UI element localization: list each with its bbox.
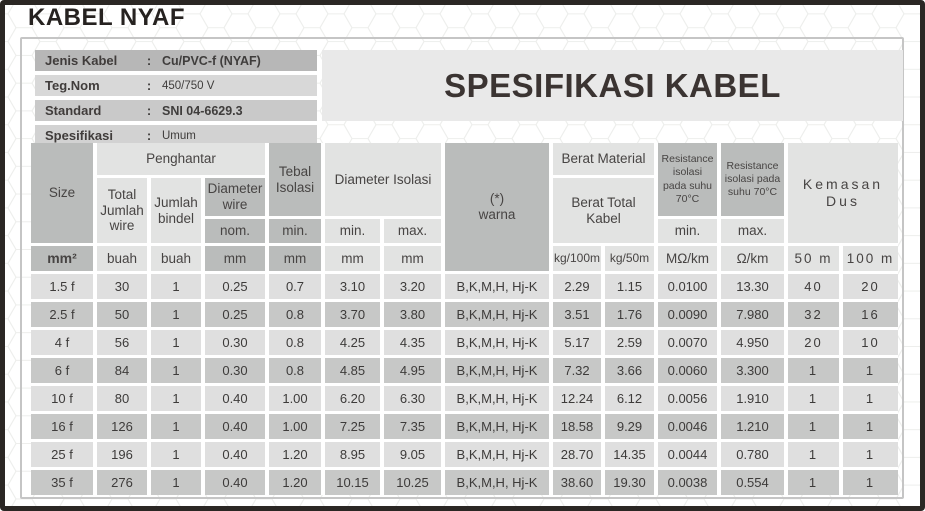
header-size: Size [31, 143, 93, 243]
info-label: Jenis Kabel [45, 53, 118, 68]
unit-berat-50m: kg/50m [605, 246, 654, 271]
info-label: Standard [45, 103, 102, 118]
table-cell-jumlah_bindel: 1 [151, 330, 201, 355]
table-cell-diameter_isolasi_min: 10.15 [325, 470, 380, 495]
table-cell-jumlah_bindel: 1 [151, 470, 201, 495]
info-row-jenis-kabel [35, 50, 317, 71]
warna-asterisk: (*) [489, 191, 505, 207]
unit-jumlah-bindel: buah [151, 246, 201, 271]
table-cell-tebal_isolasi_min: 0.8 [269, 330, 321, 355]
info-colon: : [146, 53, 152, 68]
table-cell-warna: B,K,M,H, Hj-K [445, 330, 549, 355]
table-cell-kemasan_50m: 1 [788, 470, 839, 495]
table-cell-resistance_max_ohm_km: 0.554 [721, 470, 784, 495]
table-cell-diameter_isolasi_max: 4.95 [384, 358, 441, 383]
table-cell-kemasan_100m: 10 [843, 330, 898, 355]
header-kemasan-dus: Kemasan Dus [788, 143, 898, 243]
table-cell-size: 2.5 f [31, 302, 93, 327]
header-diameter-wire-nom: nom. [205, 219, 265, 243]
header-diameter-isolasi-max: max. [384, 219, 441, 243]
table-cell-kemasan_50m: 20 [788, 330, 839, 355]
table-cell-berat_kg_100m: 7.32 [553, 358, 601, 383]
info-value: Cu/PVC-f (NYAF) [162, 53, 261, 68]
unit-total-jumlah-wire: buah [97, 246, 147, 271]
table-cell-resistance_min_mohm_km: 0.0090 [658, 302, 717, 327]
info-value: 450/750 V [162, 79, 215, 92]
header-berat-total-kabel: Berat Total Kabel [553, 178, 654, 243]
table-cell-kemasan_50m: 1 [788, 414, 839, 439]
header-tebal-isolasi-min: min. [269, 219, 321, 243]
table-cell-berat_kg_100m: 38.60 [553, 470, 601, 495]
table-cell-diameter_isolasi_max: 9.05 [384, 442, 441, 467]
table-cell-kemasan_50m: 1 [788, 386, 839, 411]
table-cell-kemasan_100m: 1 [843, 442, 898, 467]
spec-banner-title: SPESIFIKASI KABEL [444, 66, 781, 104]
unit-tebal-isolasi: mm [269, 246, 321, 271]
table-cell-warna: B,K,M,H, Hj-K [445, 386, 549, 411]
table-cell-kemasan_50m: 32 [788, 302, 839, 327]
table-cell-diameter_wire_nom: 0.40 [205, 414, 265, 439]
unit-kemasan-100m: 100 m [843, 246, 898, 271]
table-cell-resistance_max_ohm_km: 7.980 [721, 302, 784, 327]
table-cell-diameter_wire_nom: 0.25 [205, 302, 265, 327]
table-cell-size: 1.5 f [31, 274, 93, 299]
unit-diameter-wire: mm [205, 246, 265, 271]
header-resistance-min: Resistance isolasi pada suhu 70°C [658, 143, 717, 216]
table-cell-resistance_min_mohm_km: 0.0056 [658, 386, 717, 411]
unit-kemasan-50m: 50 m [788, 246, 839, 271]
header-resistance-min-sub: min. [658, 219, 717, 243]
info-colon: : [146, 78, 152, 93]
table-cell-resistance_max_ohm_km: 13.30 [721, 274, 784, 299]
table-cell-berat_kg_50m: 1.15 [605, 274, 654, 299]
info-row-standard [35, 100, 317, 121]
table-cell-diameter_wire_nom: 0.30 [205, 330, 265, 355]
table-cell-diameter_isolasi_max: 7.35 [384, 414, 441, 439]
table-cell-kemasan_100m: 16 [843, 302, 898, 327]
header-diameter-wire: Diameter wire [205, 178, 265, 216]
table-cell-total_jumlah_wire: 30 [97, 274, 147, 299]
header-jumlah-bindel: Jumlah bindel [151, 178, 201, 243]
table-cell-berat_kg_50m: 14.35 [605, 442, 654, 467]
table-cell-size: 16 f [31, 414, 93, 439]
header-total-jumlah-wire: Total Jumlah wire [97, 178, 147, 243]
table-cell-berat_kg_100m: 5.17 [553, 330, 601, 355]
spec-table [31, 143, 898, 495]
table-cell-resistance_max_ohm_km: 1.210 [721, 414, 784, 439]
table-cell-kemasan_100m: 20 [843, 274, 898, 299]
unit-resistance-max: Ω/km [721, 246, 784, 271]
table-cell-diameter_isolasi_min: 3.10 [325, 274, 380, 299]
unit-diameter-isolasi-max: mm [384, 246, 441, 271]
table-cell-kemasan_100m: 1 [843, 358, 898, 383]
table-cell-berat_kg_50m: 6.12 [605, 386, 654, 411]
info-value: SNI 04-6629.3 [162, 103, 243, 118]
unit-size: mm² [31, 246, 93, 271]
table-cell-warna: B,K,M,H, Hj-K [445, 274, 549, 299]
table-cell-berat_kg_100m: 3.51 [553, 302, 601, 327]
table-cell-diameter_isolasi_min: 4.25 [325, 330, 380, 355]
cable-info-box [35, 50, 317, 150]
table-cell-diameter_wire_nom: 0.40 [205, 386, 265, 411]
content-panel [20, 37, 904, 499]
unit-resistance-min: MΩ/km [658, 246, 717, 271]
table-cell-berat_kg_50m: 19.30 [605, 470, 654, 495]
info-row-teg-nom [35, 75, 317, 96]
table-cell-tebal_isolasi_min: 1.20 [269, 470, 321, 495]
table-cell-size: 25 f [31, 442, 93, 467]
table-cell-tebal_isolasi_min: 1.00 [269, 386, 321, 411]
table-cell-diameter_isolasi_min: 7.25 [325, 414, 380, 439]
table-cell-jumlah_bindel: 1 [151, 414, 201, 439]
table-cell-jumlah_bindel: 1 [151, 274, 201, 299]
table-cell-diameter_wire_nom: 0.40 [205, 470, 265, 495]
table-cell-resistance_max_ohm_km: 1.910 [721, 386, 784, 411]
table-cell-kemasan_50m: 1 [788, 358, 839, 383]
header-resistance-max-sub: max. [721, 219, 784, 243]
table-cell-resistance_min_mohm_km: 0.0060 [658, 358, 717, 383]
table-cell-resistance_min_mohm_km: 0.0046 [658, 414, 717, 439]
table-cell-tebal_isolasi_min: 0.7 [269, 274, 321, 299]
table-cell-jumlah_bindel: 1 [151, 358, 201, 383]
table-cell-diameter_wire_nom: 0.25 [205, 274, 265, 299]
table-cell-diameter_isolasi_max: 3.20 [384, 274, 441, 299]
table-cell-size: 4 f [31, 330, 93, 355]
table-cell-berat_kg_50m: 3.66 [605, 358, 654, 383]
table-cell-berat_kg_100m: 2.29 [553, 274, 601, 299]
table-cell-kemasan_50m: 40 [788, 274, 839, 299]
info-label: Teg.Nom [45, 78, 100, 93]
table-cell-tebal_isolasi_min: 1.20 [269, 442, 321, 467]
spec-banner [322, 50, 903, 121]
table-cell-berat_kg_50m: 1.76 [605, 302, 654, 327]
table-cell-total_jumlah_wire: 50 [97, 302, 147, 327]
table-cell-resistance_min_mohm_km: 0.0070 [658, 330, 717, 355]
table-cell-total_jumlah_wire: 276 [97, 470, 147, 495]
table-cell-diameter_wire_nom: 0.40 [205, 442, 265, 467]
table-cell-jumlah_bindel: 1 [151, 302, 201, 327]
warna-label: warna [478, 207, 516, 222]
unit-berat-100m: kg/100m [553, 246, 601, 271]
header-diameter-isolasi-group: Diameter Isolasi [325, 143, 441, 216]
table-cell-jumlah_bindel: 1 [151, 386, 201, 411]
table-cell-resistance_max_ohm_km: 4.950 [721, 330, 784, 355]
info-value: Umum [162, 129, 196, 142]
table-cell-jumlah_bindel: 1 [151, 442, 201, 467]
table-cell-total_jumlah_wire: 80 [97, 386, 147, 411]
table-cell-resistance_min_mohm_km: 0.0038 [658, 470, 717, 495]
table-cell-kemasan_50m: 1 [788, 442, 839, 467]
header-tebal-isolasi: Tebal Isolasi [269, 143, 321, 216]
info-colon: : [146, 128, 152, 143]
table-cell-tebal_isolasi_min: 0.8 [269, 358, 321, 383]
table-cell-kemasan_100m: 1 [843, 470, 898, 495]
header-diameter-isolasi-min: min. [325, 219, 380, 243]
table-cell-berat_kg_100m: 28.70 [553, 442, 601, 467]
table-cell-kemasan_100m: 1 [843, 386, 898, 411]
table-cell-resistance_min_mohm_km: 0.0100 [658, 274, 717, 299]
table-cell-warna: B,K,M,H, Hj-K [445, 442, 549, 467]
table-cell-total_jumlah_wire: 56 [97, 330, 147, 355]
table-cell-diameter_isolasi_max: 4.35 [384, 330, 441, 355]
table-cell-diameter_isolasi_min: 3.70 [325, 302, 380, 327]
table-cell-warna: B,K,M,H, Hj-K [445, 302, 549, 327]
table-cell-warna: B,K,M,H, Hj-K [445, 470, 549, 495]
header-resistance-max: Resistance isolasi pada suhu 70°C [721, 143, 784, 216]
header-warna [445, 143, 549, 271]
table-cell-resistance_max_ohm_km: 0.780 [721, 442, 784, 467]
table-cell-warna: B,K,M,H, Hj-K [445, 414, 549, 439]
table-cell-diameter_isolasi_max: 6.30 [384, 386, 441, 411]
table-cell-total_jumlah_wire: 196 [97, 442, 147, 467]
table-cell-resistance_min_mohm_km: 0.0044 [658, 442, 717, 467]
table-cell-resistance_max_ohm_km: 3.300 [721, 358, 784, 383]
table-cell-berat_kg_50m: 9.29 [605, 414, 654, 439]
info-colon: : [146, 103, 152, 118]
page-title: KABEL NYAF [28, 4, 186, 31]
table-cell-berat_kg_100m: 12.24 [553, 386, 601, 411]
table-cell-diameter_wire_nom: 0.30 [205, 358, 265, 383]
table-cell-diameter_isolasi_min: 4.85 [325, 358, 380, 383]
table-cell-size: 6 f [31, 358, 93, 383]
table-cell-diameter_isolasi_max: 10.25 [384, 470, 441, 495]
table-cell-diameter_isolasi_min: 8.95 [325, 442, 380, 467]
table-cell-total_jumlah_wire: 126 [97, 414, 147, 439]
table-cell-berat_kg_100m: 18.58 [553, 414, 601, 439]
unit-diameter-isolasi-min: mm [325, 246, 380, 271]
table-cell-warna: B,K,M,H, Hj-K [445, 358, 549, 383]
table-cell-berat_kg_50m: 2.59 [605, 330, 654, 355]
info-label: Spesifikasi [45, 128, 113, 143]
table-cell-kemasan_100m: 1 [843, 414, 898, 439]
header-penghantar-group: Penghantar [97, 143, 265, 175]
table-cell-tebal_isolasi_min: 0.8 [269, 302, 321, 327]
table-cell-tebal_isolasi_min: 1.00 [269, 414, 321, 439]
table-cell-size: 35 f [31, 470, 93, 495]
table-cell-diameter_isolasi_min: 6.20 [325, 386, 380, 411]
table-cell-total_jumlah_wire: 84 [97, 358, 147, 383]
header-berat-material-group: Berat Material [553, 143, 654, 175]
table-cell-diameter_isolasi_max: 3.80 [384, 302, 441, 327]
table-cell-size: 10 f [31, 386, 93, 411]
